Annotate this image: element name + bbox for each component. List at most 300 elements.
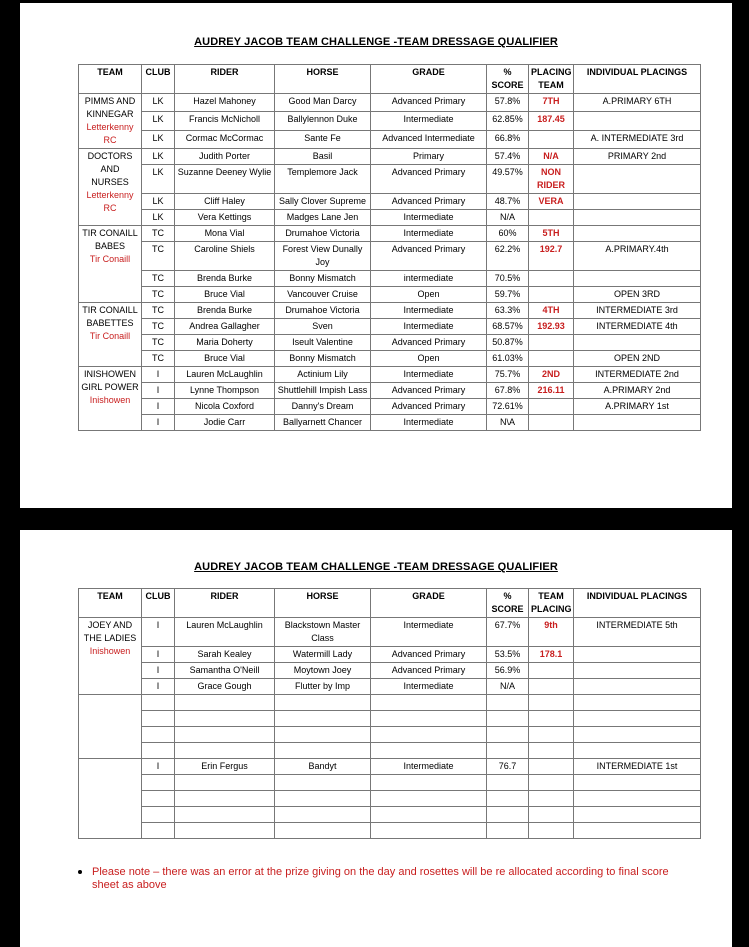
grade-cell: Intermediate (371, 303, 487, 319)
score-cell: 49.57% (487, 165, 529, 194)
rider-cell: Brenda Burke (175, 271, 275, 287)
club-cell: TC (142, 303, 175, 319)
rider-cell: Bruce Vial (175, 351, 275, 367)
team-name: DOCTORS AND NURSES (87, 151, 133, 187)
club-cell: I (142, 367, 175, 383)
individual-cell: A.PRIMARY 1st (574, 399, 701, 415)
rider-cell (175, 775, 275, 791)
placing-cell: 7TH (529, 94, 574, 112)
individual-cell: INTERMEDIATE 1st (574, 759, 701, 775)
placing-cell: 216.11 (529, 383, 574, 399)
rider-cell: Samantha O'Neill (175, 663, 275, 679)
table-row (79, 319, 701, 335)
horse-cell (275, 743, 371, 759)
individual-cell (574, 194, 701, 210)
rider-cell: Maria Doherty (175, 335, 275, 351)
individual-cell (574, 743, 701, 759)
club-cell: I (142, 383, 175, 399)
score-cell (487, 727, 529, 743)
horse-cell: Drumahoe Victoria (275, 226, 371, 242)
table-row (79, 112, 701, 130)
col-grade: GRADE (371, 589, 487, 618)
table-row (79, 727, 701, 743)
grade-cell: Advanced Primary (371, 399, 487, 415)
rider-cell (175, 791, 275, 807)
placing-cell: 9th (529, 618, 574, 647)
rider-cell (175, 711, 275, 727)
header-row (79, 65, 701, 94)
col-rider: RIDER (175, 65, 275, 94)
individual-cell (574, 165, 701, 194)
rider-cell: Sarah Kealey (175, 647, 275, 663)
col-team: TEAM (79, 65, 142, 94)
placing-cell: VERA (529, 194, 574, 210)
placing-cell (529, 663, 574, 679)
table-row (79, 287, 701, 303)
horse-cell: Vancouver Cruise (275, 287, 371, 303)
horse-cell (275, 727, 371, 743)
team-cell (79, 367, 142, 431)
table-row (79, 695, 701, 711)
individual-cell: OPEN 2ND (574, 351, 701, 367)
horse-cell: Sante Fe (275, 130, 371, 148)
col-score: % SCORE (487, 589, 529, 618)
rider-cell: Vera Kettings (175, 210, 275, 226)
horse-cell: Forest View Dunally Joy (275, 242, 371, 271)
table-row (79, 647, 701, 663)
club-cell: TC (142, 287, 175, 303)
club-cell: TC (142, 242, 175, 271)
grade-cell (371, 727, 487, 743)
club-cell: LK (142, 165, 175, 194)
table-row (79, 335, 701, 351)
col-horse: HORSE (275, 65, 371, 94)
individual-cell (574, 775, 701, 791)
placing-cell: N/A (529, 149, 574, 165)
horse-cell: Madges Lane Jen (275, 210, 371, 226)
grade-cell: Advanced Primary (371, 242, 487, 271)
club-cell: I (142, 647, 175, 663)
rider-cell (175, 823, 275, 839)
score-cell (487, 775, 529, 791)
horse-cell: Moytown Joey (275, 663, 371, 679)
club-cell (142, 775, 175, 791)
horse-cell: Good Man Darcy (275, 94, 371, 112)
grade-cell: Open (371, 287, 487, 303)
grade-cell: Advanced Primary (371, 647, 487, 663)
horse-cell: Drumahoe Victoria (275, 303, 371, 319)
placing-cell (529, 727, 574, 743)
placing-cell: 5TH (529, 226, 574, 242)
rider-cell: Andrea Gallagher (175, 319, 275, 335)
score-cell: 60% (487, 226, 529, 242)
placing-cell: 4TH (529, 303, 574, 319)
table-row (79, 743, 701, 759)
score-cell (487, 743, 529, 759)
individual-cell (574, 647, 701, 663)
score-cell: 56.9% (487, 663, 529, 679)
horse-cell: Danny's Dream (275, 399, 371, 415)
table-row (79, 618, 701, 647)
grade-cell: Intermediate (371, 112, 487, 130)
score-cell: 72.61% (487, 399, 529, 415)
table-row (79, 130, 701, 148)
horse-cell: Basil (275, 149, 371, 165)
rider-cell (175, 695, 275, 711)
club-cell: LK (142, 194, 175, 210)
grade-cell (371, 823, 487, 839)
individual-cell (574, 791, 701, 807)
score-cell: N\A (487, 415, 529, 431)
table-row (79, 303, 701, 319)
placing-cell (529, 807, 574, 823)
col-team: TEAM (79, 589, 142, 618)
horse-cell (275, 823, 371, 839)
individual-cell: A.PRIMARY 6TH (574, 94, 701, 112)
club-name: Letterkenny RC (86, 190, 134, 213)
rider-cell (175, 743, 275, 759)
table-row (79, 271, 701, 287)
club-name: Inishowen (89, 646, 131, 656)
rider-cell (175, 727, 275, 743)
grade-cell: Intermediate (371, 618, 487, 647)
rider-cell: Hazel Mahoney (175, 94, 275, 112)
rider-cell: Bruce Vial (175, 287, 275, 303)
table-row (79, 775, 701, 791)
grade-cell (371, 775, 487, 791)
grade-cell: Intermediate (371, 210, 487, 226)
col-individual: INDIVIDUAL PLACINGS (574, 65, 701, 94)
placing-cell (529, 743, 574, 759)
horse-cell: Flutter by Imp (275, 679, 371, 695)
header-row (79, 589, 701, 618)
club-cell (142, 823, 175, 839)
individual-cell: INTERMEDIATE 4th (574, 319, 701, 335)
col-rider: RIDER (175, 589, 275, 618)
grade-cell: Advanced Primary (371, 663, 487, 679)
prize-giving-note (92, 866, 692, 892)
individual-cell (574, 807, 701, 823)
rider-cell: Mona Vial (175, 226, 275, 242)
club-cell (142, 695, 175, 711)
club-cell: LK (142, 210, 175, 226)
club-name: Tir Conaill (89, 254, 131, 264)
club-name: Letterkenny RC (86, 122, 134, 145)
club-cell: LK (142, 130, 175, 148)
rider-cell: Lauren McLaughlin (175, 367, 275, 383)
horse-cell: Bonny Mismatch (275, 271, 371, 287)
individual-cell: A.PRIMARY 2nd (574, 383, 701, 399)
individual-cell (574, 415, 701, 431)
score-cell: N/A (487, 679, 529, 695)
score-cell: 67.8% (487, 383, 529, 399)
score-cell: 59.7% (487, 287, 529, 303)
grade-cell (371, 711, 487, 727)
club-cell (142, 727, 175, 743)
col-placing: TEAM PLACING (529, 589, 574, 618)
individual-cell (574, 112, 701, 130)
grade-cell: Intermediate (371, 319, 487, 335)
grade-cell: Intermediate (371, 415, 487, 431)
horse-cell: Bonny Mismatch (275, 351, 371, 367)
individual-cell (574, 679, 701, 695)
team-name: PIMMS AND KINNEGAR (84, 96, 136, 119)
score-cell: 75.7% (487, 367, 529, 383)
placing-cell (529, 415, 574, 431)
score-cell: 57.4% (487, 149, 529, 165)
team-cell (79, 695, 142, 759)
horse-cell: Sven (275, 319, 371, 335)
table-row (79, 759, 701, 775)
horse-cell (275, 791, 371, 807)
horse-cell: Iseult Valentine (275, 335, 371, 351)
results-table (78, 64, 701, 431)
club-cell (142, 743, 175, 759)
placing-cell (529, 791, 574, 807)
placing-cell: 192.93 (529, 319, 574, 335)
score-sheet-page-1 (20, 3, 732, 508)
rider-cell: Brenda Burke (175, 303, 275, 319)
grade-cell: Advanced Primary (371, 194, 487, 210)
club-name: Tir Conaill (89, 331, 131, 341)
club-cell: I (142, 679, 175, 695)
table-row (79, 226, 701, 242)
horse-cell: Sally Clover Supreme (275, 194, 371, 210)
col-placing: PLACING TEAM (529, 65, 574, 94)
individual-cell (574, 823, 701, 839)
team-cell (79, 94, 142, 149)
placing-cell (529, 695, 574, 711)
individual-cell (574, 271, 701, 287)
placing-cell (529, 351, 574, 367)
col-club: CLUB (142, 589, 175, 618)
page-title: AUDREY JACOB TEAM CHALLENGE -TEAM DRESSAGE QUALIFIER (194, 561, 558, 573)
horse-cell: Blackstown Master Class (275, 618, 371, 647)
grade-cell: Intermediate (371, 367, 487, 383)
club-cell: I (142, 618, 175, 647)
page-title: AUDREY JACOB TEAM CHALLENGE -TEAM DRESSAGE QUALIFIER (194, 36, 558, 48)
table-row (79, 383, 701, 399)
placing-cell: 187.45 (529, 112, 574, 130)
placing-cell: 178.1 (529, 647, 574, 663)
grade-cell (371, 807, 487, 823)
grade-cell: Advanced Primary (371, 383, 487, 399)
score-cell: 68.57% (487, 319, 529, 335)
horse-cell: Bandyt (275, 759, 371, 775)
table-row (79, 415, 701, 431)
table-row (79, 242, 701, 271)
col-individual: INDIVIDUAL PLACINGS (574, 589, 701, 618)
placing-cell: 2ND (529, 367, 574, 383)
placing-cell (529, 335, 574, 351)
placing-cell (529, 210, 574, 226)
horse-cell: Ballyarnett Chancer (275, 415, 371, 431)
club-cell: TC (142, 335, 175, 351)
team-name: TIR CONAILL BABETTES (82, 305, 138, 328)
grade-cell: Open (371, 351, 487, 367)
score-cell: 62.85% (487, 112, 529, 130)
rider-cell: Judith Porter (175, 149, 275, 165)
club-cell: TC (142, 351, 175, 367)
rider-cell: Cormac McCormac (175, 130, 275, 148)
horse-cell (275, 807, 371, 823)
score-cell: 50.87% (487, 335, 529, 351)
team-cell (79, 149, 142, 226)
placing-cell (529, 823, 574, 839)
rider-cell: Cliff Haley (175, 194, 275, 210)
horse-cell (275, 775, 371, 791)
grade-cell: Primary (371, 149, 487, 165)
score-cell: 76.7 (487, 759, 529, 775)
club-cell: I (142, 399, 175, 415)
rider-cell: Lynne Thompson (175, 383, 275, 399)
placing-cell (529, 711, 574, 727)
placing-cell (529, 287, 574, 303)
rider-cell: Nicola Coxford (175, 399, 275, 415)
table-row (79, 791, 701, 807)
individual-cell (574, 711, 701, 727)
horse-cell: Ballylennon Duke (275, 112, 371, 130)
table-row (79, 823, 701, 839)
note-text: Please note – there was an error at the prize giving on the day and rosettes will be re allocated according to final score sheet as above (92, 866, 669, 891)
individual-cell (574, 727, 701, 743)
results-table (78, 588, 701, 839)
individual-cell: INTERMEDIATE 2nd (574, 367, 701, 383)
grade-cell: Advanced Primary (371, 94, 487, 112)
club-cell: TC (142, 271, 175, 287)
grade-cell (371, 743, 487, 759)
horse-cell: Templemore Jack (275, 165, 371, 194)
bullet-icon (78, 870, 82, 874)
score-cell (487, 807, 529, 823)
individual-cell (574, 226, 701, 242)
score-cell: 67.7% (487, 618, 529, 647)
team-name: JOEY AND THE LADIES (83, 620, 137, 643)
rider-cell: Suzanne Deeney Wylie (175, 165, 275, 194)
club-cell: LK (142, 149, 175, 165)
table-row (79, 210, 701, 226)
individual-cell: OPEN 3RD (574, 287, 701, 303)
table-row (79, 351, 701, 367)
score-cell: 62.2% (487, 242, 529, 271)
score-cell: 57.8% (487, 94, 529, 112)
club-cell (142, 711, 175, 727)
individual-cell (574, 335, 701, 351)
club-cell: TC (142, 319, 175, 335)
score-cell: 63.3% (487, 303, 529, 319)
score-cell: 66.8% (487, 130, 529, 148)
grade-cell: Intermediate (371, 759, 487, 775)
individual-cell (574, 210, 701, 226)
rider-cell: Caroline Shiels (175, 242, 275, 271)
table-row (79, 165, 701, 194)
rider-cell: Jodie Carr (175, 415, 275, 431)
col-club: CLUB (142, 65, 175, 94)
score-cell (487, 711, 529, 727)
score-cell (487, 823, 529, 839)
grade-cell (371, 695, 487, 711)
table-row (79, 194, 701, 210)
horse-cell: Shuttlehill Impish Lass (275, 383, 371, 399)
grade-cell: intermediate (371, 271, 487, 287)
placing-cell: 192.7 (529, 242, 574, 271)
score-sheet-page-2 (20, 530, 732, 947)
score-cell (487, 695, 529, 711)
team-name: TIR CONAILL BABES (82, 228, 138, 251)
table-row (79, 367, 701, 383)
table-row (79, 663, 701, 679)
table-row (79, 679, 701, 695)
placing-cell (529, 679, 574, 695)
table-row (79, 807, 701, 823)
team-cell (79, 303, 142, 367)
grade-cell: Advanced Primary (371, 165, 487, 194)
club-cell (142, 791, 175, 807)
team-cell (79, 759, 142, 839)
rider-cell: Grace Gough (175, 679, 275, 695)
grade-cell: Intermediate (371, 679, 487, 695)
team-name: INISHOWEN GIRL POWER (81, 369, 139, 392)
club-cell: LK (142, 112, 175, 130)
club-name: Inishowen (89, 395, 131, 405)
placing-cell (529, 759, 574, 775)
rider-cell: Francis McNicholl (175, 112, 275, 130)
placing-cell (529, 399, 574, 415)
score-cell: 70.5% (487, 271, 529, 287)
results-body (79, 94, 701, 431)
grade-cell: Advanced Primary (371, 335, 487, 351)
grade-cell: Advanced Intermediate (371, 130, 487, 148)
results-body (79, 618, 701, 839)
score-cell (487, 791, 529, 807)
horse-cell (275, 695, 371, 711)
table-row (79, 149, 701, 165)
individual-cell: INTERMEDIATE 3rd (574, 303, 701, 319)
score-cell: 53.5% (487, 647, 529, 663)
club-cell: I (142, 415, 175, 431)
score-cell: 48.7% (487, 194, 529, 210)
individual-cell: A. INTERMEDIATE 3rd (574, 130, 701, 148)
table-row (79, 711, 701, 727)
club-cell: I (142, 759, 175, 775)
table-row (79, 94, 701, 112)
club-cell: TC (142, 226, 175, 242)
placing-cell (529, 271, 574, 287)
individual-cell: A.PRIMARY.4th (574, 242, 701, 271)
team-cell (79, 226, 142, 303)
individual-cell (574, 695, 701, 711)
col-horse: HORSE (275, 589, 371, 618)
club-cell: I (142, 663, 175, 679)
col-score: % SCORE (487, 65, 529, 94)
club-cell (142, 807, 175, 823)
horse-cell: Watermill Lady (275, 647, 371, 663)
placing-cell (529, 130, 574, 148)
team-cell (79, 618, 142, 695)
placing-cell (529, 775, 574, 791)
placing-cell: NON RIDER (529, 165, 574, 194)
grade-cell: Intermediate (371, 226, 487, 242)
individual-cell: PRIMARY 2nd (574, 149, 701, 165)
rider-cell (175, 807, 275, 823)
individual-cell: INTERMEDIATE 5th (574, 618, 701, 647)
horse-cell (275, 711, 371, 727)
table-row (79, 399, 701, 415)
col-grade: GRADE (371, 65, 487, 94)
club-cell: LK (142, 94, 175, 112)
rider-cell: Lauren McLaughlin (175, 618, 275, 647)
score-cell: 61.03% (487, 351, 529, 367)
